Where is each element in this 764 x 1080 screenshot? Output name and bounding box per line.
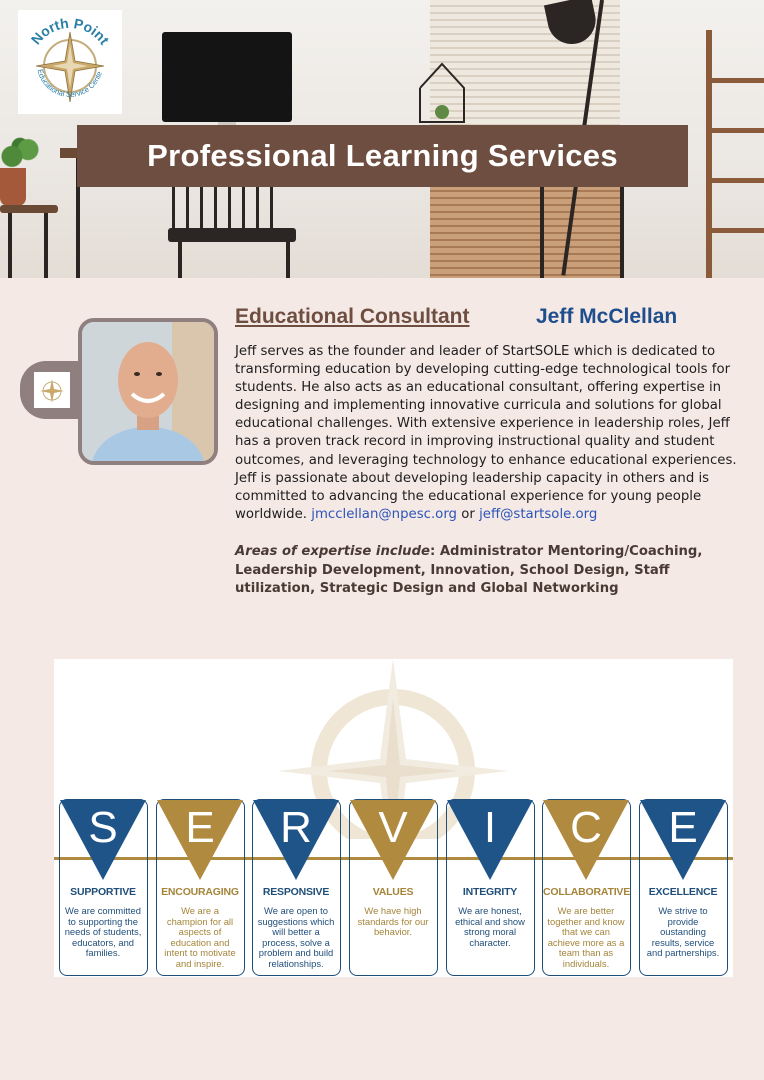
bookshelf bbox=[706, 30, 764, 278]
value-word: SUPPORTIVE bbox=[70, 886, 136, 898]
expertise-colon: : bbox=[429, 544, 440, 559]
monitor-icon bbox=[162, 32, 292, 122]
stool-leg bbox=[44, 213, 48, 278]
value-letter: R bbox=[280, 803, 312, 852]
bio-text: Jeff serves as the founder and leader of StartSOLE which is dedicated to transforming education by developing cutting-edge technological tools for students. He also acts as an educational consultant, offering expertise in designing and implementing innovative curricula and solutions for global educational challenges. With extensive experience in leadership roles, Jeff has a proven track record in improving instructional quality and student outcomes, and leveraging technology to enhance educational experiences. Jeff is passionate about developing leadership capacity in others and is committed to advancing the educational experience for young people worldwide. bbox=[235, 344, 737, 522]
shelf-board bbox=[706, 178, 764, 183]
chair-leg bbox=[178, 242, 182, 278]
value-word: INTEGRITY bbox=[462, 886, 518, 898]
expertise-label: Areas of expertise include bbox=[235, 544, 430, 559]
email-link-npesc[interactable]: jmcclellan@npesc.org bbox=[311, 506, 457, 522]
role-heading: Educational Consultant bbox=[235, 305, 470, 328]
value-word: ENCOURAGING bbox=[161, 886, 239, 898]
or-text: or bbox=[461, 506, 475, 522]
shelf-board bbox=[706, 228, 764, 233]
value-card-responsive bbox=[252, 799, 341, 976]
plant-icon bbox=[0, 136, 40, 170]
value-word: VALUES bbox=[372, 886, 414, 898]
shelf-board bbox=[706, 78, 764, 83]
page-title: Professional Learning Services bbox=[147, 138, 618, 173]
compass-logo-icon bbox=[18, 10, 122, 114]
stool-leg bbox=[8, 213, 12, 278]
value-card-supportive bbox=[59, 799, 148, 976]
chair-leg bbox=[286, 242, 290, 278]
value-description: We have high standards for our behavior. bbox=[357, 905, 429, 938]
value-description: We strive to provide oustanding results, service and partnerships. bbox=[646, 905, 720, 959]
value-letter: E bbox=[668, 803, 698, 852]
profile-photo bbox=[78, 318, 218, 465]
expertise-list: Administrator Mentoring/Coaching, Leadership Development, Innovation, School Design, Staff utilization, Strategic Design and Global Networking bbox=[235, 544, 703, 596]
chair-seat bbox=[168, 228, 296, 242]
value-word: EXCELLENCE bbox=[648, 886, 718, 898]
bio-paragraph bbox=[235, 343, 739, 524]
north-point-logo bbox=[18, 10, 122, 114]
expertise-paragraph bbox=[235, 543, 735, 599]
small-logo bbox=[34, 372, 70, 408]
value-card-encouraging bbox=[156, 799, 245, 976]
value-letter: E bbox=[185, 803, 215, 852]
value-description: We are open to suggestions which will better a process, solve a problem and build relationships. bbox=[257, 905, 335, 969]
value-card-values bbox=[349, 799, 438, 976]
value-description: We are a champion for all aspects of education and intent to motivate and inspire. bbox=[164, 905, 236, 969]
value-description: We are honest, ethical and show strong moral character. bbox=[455, 905, 525, 948]
email-link-startsole[interactable]: jeff@startsole.org bbox=[479, 506, 598, 522]
stool bbox=[0, 205, 58, 213]
svg-text:Educational Service Center: Educational Service Cente bbox=[35, 68, 104, 100]
value-word: RESPONSIVE bbox=[262, 886, 330, 898]
shelf-board bbox=[706, 128, 764, 133]
plant-pot bbox=[0, 168, 26, 206]
svg-text:North Point: North Point bbox=[27, 14, 113, 48]
consultant-name: Jeff McClellan bbox=[536, 305, 678, 328]
window-blinds-lower bbox=[430, 185, 620, 278]
value-letter: C bbox=[570, 803, 602, 852]
person-photo-icon bbox=[82, 322, 214, 461]
title-banner bbox=[77, 125, 688, 187]
value-card-collaborative bbox=[542, 799, 631, 976]
service-values-panel bbox=[54, 659, 733, 977]
chair-back bbox=[172, 180, 282, 228]
value-card-excellence bbox=[639, 799, 728, 976]
value-letter: I bbox=[483, 803, 497, 852]
value-word: COLLABORATIVE bbox=[543, 886, 631, 898]
compass-logo-small-icon bbox=[34, 372, 70, 408]
house-ornament-icon bbox=[418, 62, 466, 124]
value-card-integrity bbox=[446, 799, 535, 976]
value-description: We are committed to supporting the needs of students, educators, and families. bbox=[64, 905, 142, 959]
value-letter: S bbox=[88, 803, 118, 852]
value-letter: V bbox=[378, 803, 408, 852]
value-description: We are better together and know that we can achieve more as a team than as individuals. bbox=[547, 905, 625, 969]
